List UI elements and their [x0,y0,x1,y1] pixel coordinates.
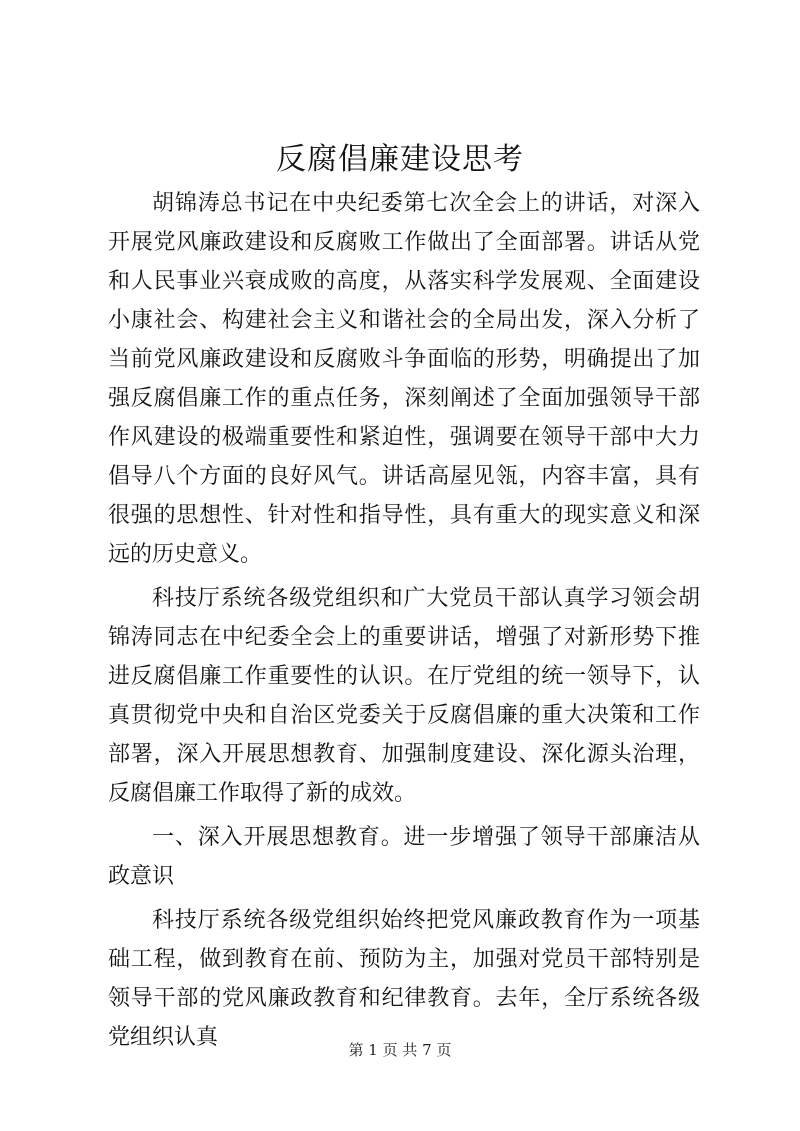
paragraph-education: 科技厅系统各级党组织始终把党风廉政教育作为一项基础工程，做到教育在前、预防为主，加强对党员干部特别是领导干部的党风廉政教育和纪律教育。去年，全厅系统各级党组织认真 [108,908,700,1050]
page-footer: 第 1 页 共 7 页 [348,1041,452,1059]
document-body [108,184,700,1057]
paragraph-intro: 胡锦涛总书记在中央纪委第七次全会上的讲话，对深入开展党风廉政建设和反腐败工作做出了全面部署。讲话从党和人民事业兴衰成败的高度，从落实科学发展观、全面建设小康社会、构建社会主义和谐社会的全局出发，深入分析了当前党风廉政建设和反腐败斗争面临的形势，明确提出了加强反腐倡廉工作的重点任务，深刻阐述了全面加强领导干部作风建设的极端重要性和紧迫性，强调要在领导干部中大力倡导八个方面的良好风气。讲话高屋见瓴，内容丰富，具有很强的思想性、针对性和指导性，具有重大的现实意义和深远的历史意义。 [108,191,700,567]
paragraph-achievements: 科技厅系统各级党组织和广大党员干部认真学习领会胡锦涛同志在中纪委全会上的重要讲话，增强了对新形势下推进反腐倡廉工作重要性的认识。在厅党组的统一领导下，认真贯彻党中央和自治区党委关于反腐倡廉的重大决策和工作部署，深入开展思想教育、加强制度建设、深化源头治理，反腐倡廉工作取得了新的成效。 [108,586,700,806]
document-title: 反腐倡廉建设思考 [276,142,524,177]
section-heading-1: 一、深入开展思想教育。进一步增强了领导干部廉洁从政意识 [108,825,700,889]
